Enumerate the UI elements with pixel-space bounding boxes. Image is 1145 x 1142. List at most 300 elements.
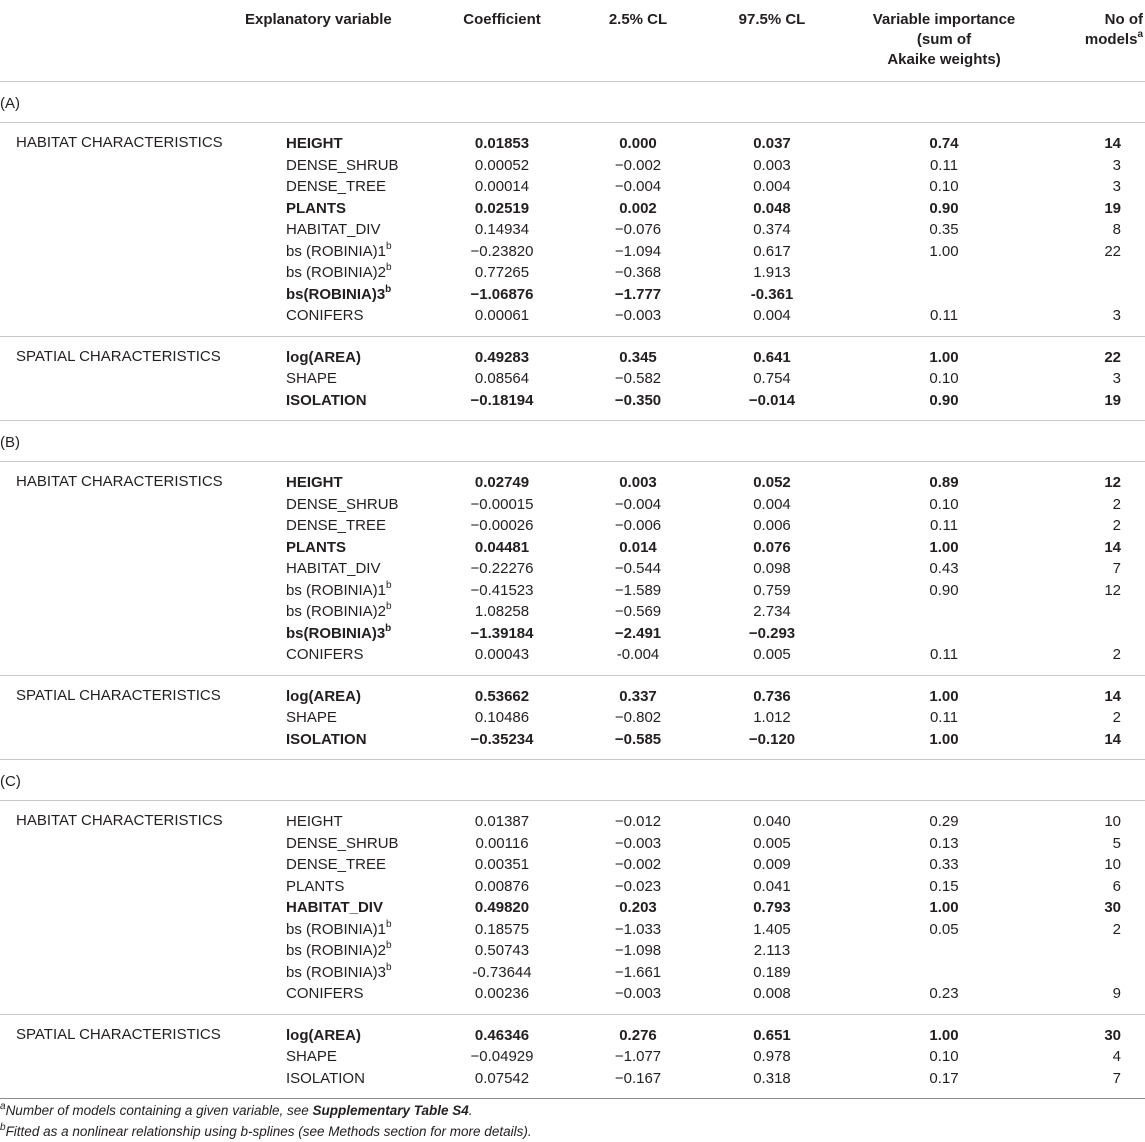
coefficient-cell: −0.04929: [470, 1048, 534, 1065]
coefficient-cell: −0.41523: [470, 581, 534, 599]
variable-name: PLANTS: [286, 877, 345, 895]
variable-name: SHAPE: [286, 709, 337, 726]
footnote-b-text: Fitted as a nonlinear relationship using b-splines (see Methods section for more details).: [5, 1124, 532, 1139]
variable-cell: [286, 854, 386, 876]
variable-name: DENSE_TREE: [286, 178, 387, 195]
table-body: [0, 82, 1145, 1099]
table-row: [0, 155, 1145, 177]
table-row: [0, 241, 1145, 263]
cl-high-cell: 0.736: [753, 687, 791, 705]
cl-high-cell: 0.076: [753, 538, 791, 556]
cl-high-cell: 0.037: [753, 135, 791, 152]
models-count-cell: 7: [1112, 1069, 1121, 1087]
variable-name: HABITAT_DIV: [286, 221, 381, 238]
importance-cell: 0.10: [929, 370, 959, 387]
coefficient-cell: −0.18194: [470, 391, 534, 409]
variable-name: bs (ROBINIA)2: [286, 942, 387, 959]
header-cl-low: 2.5% CL: [608, 11, 668, 28]
footnote-b: [0, 1121, 1145, 1142]
cl-low-cell: 0.203: [619, 899, 657, 916]
cl-high-cell: 0.004: [753, 495, 791, 513]
cl-low-cell: −0.076: [614, 221, 662, 238]
coefficient-cell: 0.14934: [474, 221, 530, 238]
importance-cell: 0.10: [929, 495, 959, 513]
table-row: [0, 347, 1145, 369]
coefficient-cell: 0.00116: [475, 834, 529, 852]
cl-low-cell: −0.582: [614, 370, 662, 387]
cl-low-cell: −1.077: [614, 1048, 662, 1065]
importance-cell: 1.00: [929, 348, 959, 366]
cl-high-cell: −0.014: [748, 391, 796, 409]
variable-name: HEIGHT: [286, 135, 343, 152]
coefficient-cell: 0.08564: [474, 370, 530, 387]
coefficient-cell: −0.35234: [470, 730, 534, 748]
models-count-cell: 10: [1104, 813, 1121, 830]
variable-cell: [286, 133, 343, 155]
table-row: [0, 644, 1145, 666]
header-variable-importance: [856, 10, 1032, 70]
importance-cell: 1.00: [929, 1026, 959, 1044]
models-count-cell: 14: [1104, 687, 1121, 705]
variable-cell: [286, 241, 392, 263]
coefficient-cell: 0.00052: [474, 156, 530, 174]
panel-label-row: [0, 82, 1145, 123]
variable-cell: [286, 515, 386, 537]
cl-low-cell: −0.544: [614, 560, 662, 577]
table-row: [0, 368, 1145, 390]
coefficient-cell: 0.49820: [474, 899, 530, 916]
table-row: [0, 580, 1145, 602]
importance-cell: 0.23: [929, 985, 959, 1002]
cl-high-cell: 0.006: [753, 517, 791, 534]
table-row: [0, 686, 1145, 708]
models-count-cell: 2: [1112, 495, 1121, 513]
models-count-cell: 2: [1112, 646, 1121, 663]
importance-cell: 1.00: [929, 538, 959, 556]
variable-name: bs (ROBINIA)1: [286, 920, 387, 938]
models-count-cell: 6: [1112, 877, 1121, 895]
table-row: [0, 558, 1145, 580]
variable-cell: [286, 347, 361, 369]
variable-cell: [286, 198, 346, 220]
cl-low-cell: −0.003: [614, 985, 662, 1002]
models-count-cell: 19: [1104, 199, 1121, 217]
table-row: [0, 729, 1145, 751]
table-header: [0, 0, 1145, 82]
models-count-cell: 2: [1112, 920, 1121, 938]
cl-high-cell: 0.617: [753, 242, 791, 260]
variable-group: [0, 801, 1145, 1015]
supplementary-table-link[interactable]: Supplementary Table S4: [312, 1103, 469, 1118]
table-row: [0, 1025, 1145, 1047]
cl-high-cell: 0.008: [753, 985, 791, 1002]
table-row: [0, 176, 1145, 198]
coefficient-cell: 0.02749: [474, 474, 530, 491]
footnote-a: [0, 1100, 1145, 1121]
variable-name: SHAPE: [286, 1048, 337, 1065]
variable-cell: [286, 176, 386, 198]
importance-cell: 0.13: [929, 834, 959, 852]
variable-group: [0, 1015, 1145, 1100]
footnote-a-text: Number of models containing a given variable, see: [5, 1103, 313, 1118]
cl-low-cell: −0.585: [614, 730, 662, 748]
variable-cell: [286, 729, 367, 751]
coefficient-cell: 0.18575: [474, 920, 530, 938]
variable-name: log(AREA): [286, 687, 361, 705]
cl-high-cell: 0.005: [753, 646, 791, 663]
cl-high-cell: 0.004: [753, 307, 791, 324]
importance-cell: 0.11: [929, 307, 959, 324]
footnote-b-marker: b: [385, 283, 392, 295]
variable-cell: [286, 537, 346, 559]
models-count-cell: 3: [1112, 178, 1121, 195]
footnote-b-marker: b: [386, 601, 392, 612]
variable-name: bs (ROBINIA)1: [286, 581, 387, 599]
cl-low-cell: −1.661: [614, 963, 662, 981]
cl-high-cell: 0.098: [753, 560, 791, 577]
variable-cell: [286, 262, 392, 284]
table-row: [0, 623, 1145, 645]
cl-low-cell: −0.350: [614, 391, 662, 409]
group-name: SPATIAL CHARACTERISTICS: [16, 686, 221, 704]
coefficient-cell: 0.49283: [474, 348, 530, 366]
importance-cell: 0.11: [929, 156, 959, 174]
footnote-a-mark: a: [0, 1100, 6, 1112]
header-no-of-models: [1050, 10, 1143, 50]
importance-cell: 0.33: [929, 856, 959, 873]
cl-low-cell: −1.777: [614, 285, 662, 303]
coefficient-cell: −0.00026: [470, 517, 534, 534]
table-row: [0, 219, 1145, 241]
models-count-cell: 12: [1104, 581, 1121, 599]
table-row: [0, 494, 1145, 516]
cl-low-cell: −0.003: [614, 307, 662, 324]
cl-high-cell: 1.012: [753, 709, 791, 726]
cl-low-cell: −1.098: [614, 942, 662, 959]
variable-name: bs (ROBINIA)1: [286, 242, 387, 260]
variable-name: HEIGHT: [286, 474, 343, 491]
group-name: HABITAT CHARACTERISTICS: [16, 134, 223, 151]
variable-name: CONIFERS: [286, 985, 364, 1002]
cl-high-cell: 0.978: [753, 1048, 791, 1065]
variable-name: CONIFERS: [286, 307, 364, 324]
table-row: [0, 262, 1145, 284]
variable-name: bs (ROBINIA)3: [286, 963, 387, 981]
importance-cell: 1.00: [929, 899, 959, 916]
table-row: [0, 833, 1145, 855]
header-importance-line1: Variable importance: [872, 11, 1016, 28]
variable-name: bs (ROBINIA)2: [286, 603, 387, 620]
importance-cell: 0.90: [929, 199, 959, 217]
cl-high-cell: 0.004: [753, 178, 791, 195]
importance-cell: 0.89: [929, 474, 959, 491]
header-importance-line3: Akaike weights): [887, 51, 1001, 68]
variable-cell: [286, 601, 392, 623]
cl-high-cell: 0.641: [753, 348, 791, 366]
variable-cell: [286, 1025, 361, 1047]
cl-low-cell: -0.004: [616, 646, 660, 663]
footnote-b-marker: b: [386, 918, 392, 930]
cl-low-cell: −0.023: [614, 877, 662, 895]
cl-high-cell: 0.651: [753, 1026, 791, 1044]
variable-name: DENSE_SHRUB: [286, 834, 399, 852]
importance-cell: 0.11: [929, 709, 959, 726]
models-count-cell: 2: [1112, 709, 1121, 726]
cl-high-cell: 0.374: [753, 221, 791, 238]
models-count-cell: 3: [1112, 307, 1121, 324]
coefficient-cell: 0.53662: [474, 687, 530, 705]
coefficient-cell: −1.39184: [470, 624, 534, 642]
header-cl-high: 97.5% CL: [738, 11, 806, 28]
importance-cell: 0.90: [929, 391, 959, 409]
variable-name: HEIGHT: [286, 813, 343, 830]
group-name: SPATIAL CHARACTERISTICS: [16, 1025, 221, 1043]
models-count-cell: 30: [1104, 1026, 1121, 1044]
cl-high-cell: 0.041: [753, 877, 791, 895]
panel-label-row: [0, 760, 1145, 801]
table-row: [0, 472, 1145, 494]
table-row: [0, 919, 1145, 941]
coefficient-cell: −1.06876: [470, 285, 534, 303]
variable-cell: [286, 390, 367, 412]
table-row: [0, 390, 1145, 412]
cl-high-cell: 0.052: [753, 474, 791, 491]
cl-low-cell: −0.802: [614, 709, 662, 726]
variable-name: ISOLATION: [286, 1069, 365, 1087]
importance-cell: 0.74: [929, 135, 959, 152]
cl-high-cell: 0.040: [753, 813, 791, 830]
cl-high-cell: 1.405: [753, 920, 791, 938]
footnotes: [0, 1100, 1145, 1142]
cl-low-cell: −0.002: [614, 856, 662, 873]
variable-cell: [286, 284, 391, 306]
panel-label: (C): [0, 773, 21, 790]
coefficient-cell: 0.00351: [474, 856, 530, 873]
importance-cell: 0.43: [929, 560, 959, 577]
models-count-cell: 4: [1112, 1048, 1121, 1065]
cl-low-cell: −2.491: [614, 624, 662, 642]
importance-cell: 0.17: [929, 1069, 959, 1087]
importance-cell: 0.05: [929, 920, 959, 938]
cl-low-cell: −0.002: [614, 156, 662, 174]
models-count-cell: 9: [1112, 985, 1121, 1002]
footnote-b-marker: b: [385, 622, 392, 634]
models-count-cell: 8: [1112, 221, 1121, 238]
header-coefficient: Coefficient: [463, 11, 541, 28]
models-count-cell: 2: [1112, 517, 1121, 534]
variable-cell: [286, 155, 399, 177]
cl-high-cell: 0.759: [753, 581, 791, 599]
importance-cell: 0.90: [929, 581, 959, 599]
header-importance-line2: (sum of: [916, 31, 972, 48]
group-name: SPATIAL CHARACTERISTICS: [16, 347, 221, 365]
importance-cell: 1.00: [929, 242, 959, 260]
header-models-text: models: [1084, 31, 1138, 48]
variable-group: [0, 462, 1145, 676]
coefficient-cell: 0.00043: [474, 646, 530, 663]
coefficient-cell: 0.77265: [474, 264, 530, 281]
cl-high-cell: 0.793: [753, 899, 791, 916]
importance-cell: 0.29: [929, 813, 959, 830]
cl-high-cell: -0.361: [750, 285, 794, 303]
variable-cell: [286, 707, 337, 729]
coefficient-cell: −0.00015: [470, 495, 534, 513]
panel-label: (B): [0, 434, 20, 451]
cl-low-cell: 0.337: [619, 687, 657, 705]
cl-low-cell: 0.000: [619, 135, 657, 152]
table-row: [0, 133, 1145, 155]
variable-cell: [286, 897, 383, 919]
variable-cell: [286, 580, 392, 602]
cl-high-cell: −0.293: [748, 624, 796, 642]
variable-name: bs(ROBINIA)3: [286, 285, 386, 303]
variable-cell: [286, 983, 364, 1005]
importance-cell: 0.10: [929, 1048, 959, 1065]
coefficient-cell: 0.04481: [474, 538, 530, 556]
variable-name: ISOLATION: [286, 730, 367, 748]
cl-high-cell: 2.734: [753, 603, 791, 620]
table-row: [0, 1046, 1145, 1068]
group-name: HABITAT CHARACTERISTICS: [16, 473, 223, 490]
table-row: [0, 854, 1145, 876]
coefficient-cell: 0.00876: [474, 877, 530, 895]
variable-group: [0, 123, 1145, 337]
cl-high-cell: 2.113: [753, 942, 791, 959]
variable-cell: [286, 494, 399, 516]
variable-name: DENSE_SHRUB: [286, 156, 399, 174]
variable-name: PLANTS: [286, 538, 346, 556]
table-row: [0, 962, 1145, 984]
table-row: [0, 983, 1145, 1005]
variable-cell: [286, 305, 364, 327]
group-name: HABITAT CHARACTERISTICS: [16, 812, 223, 829]
variable-name: HABITAT_DIV: [286, 560, 381, 577]
variable-cell: [286, 876, 344, 898]
models-count-cell: 14: [1104, 730, 1121, 748]
variable-cell: [286, 1068, 365, 1090]
variable-cell: [286, 1046, 337, 1068]
cl-low-cell: −0.004: [614, 178, 662, 195]
cl-low-cell: −1.589: [614, 581, 662, 599]
variable-name: log(AREA): [286, 348, 361, 366]
models-count-cell: 3: [1112, 370, 1121, 387]
cl-low-cell: 0.014: [619, 538, 657, 556]
coefficient-cell: 0.01387: [474, 813, 530, 830]
coefficient-cell: 0.00014: [474, 178, 530, 195]
variable-cell: [286, 644, 364, 666]
variable-name: SHAPE: [286, 370, 337, 387]
variable-name: bs (ROBINIA)2: [286, 264, 387, 281]
models-count-cell: 19: [1104, 391, 1121, 409]
models-count-cell: 30: [1104, 899, 1121, 916]
variable-name: ISOLATION: [286, 391, 367, 409]
cl-high-cell: 0.189: [753, 963, 791, 981]
importance-cell: 0.15: [929, 877, 959, 895]
variable-name: CONIFERS: [286, 646, 364, 663]
variable-cell: [286, 558, 380, 580]
importance-cell: 0.11: [929, 646, 959, 663]
footnote-b-marker: b: [386, 262, 392, 273]
variable-name: DENSE_TREE: [286, 856, 387, 873]
models-count-cell: 12: [1104, 474, 1121, 491]
cl-low-cell: −0.167: [614, 1069, 662, 1087]
coefficient-cell: 1.08258: [474, 603, 530, 620]
coefficient-cell: −0.22276: [470, 560, 534, 577]
header-models-line2: [1050, 30, 1143, 50]
models-count-cell: 5: [1112, 834, 1121, 852]
variable-name: log(AREA): [286, 1026, 361, 1044]
coefficient-cell: 0.10486: [474, 709, 530, 726]
variable-cell: [286, 811, 343, 833]
table-row: [0, 811, 1145, 833]
panel-label: (A): [0, 95, 20, 112]
coefficient-cell: 0.00236: [474, 985, 530, 1002]
importance-cell: 0.11: [929, 517, 959, 534]
variable-name: bs(ROBINIA)3: [286, 624, 386, 642]
cl-high-cell: −0.120: [748, 730, 796, 748]
variable-name: DENSE_TREE: [286, 517, 387, 534]
header-explanatory-variable: Explanatory variable: [245, 11, 392, 28]
footnote-b-mark: b: [0, 1121, 6, 1133]
cl-low-cell: −1.033: [614, 920, 662, 938]
cl-low-cell: 0.345: [619, 348, 657, 366]
coefficient-cell: −0.23820: [470, 242, 534, 260]
coefficient-cell: 0.07542: [474, 1069, 530, 1087]
variable-cell: [286, 686, 361, 708]
variable-group: [0, 676, 1145, 761]
table-row: [0, 305, 1145, 327]
panel-label-row: [0, 421, 1145, 462]
footnote-b-marker: b: [386, 940, 392, 951]
coefficient-cell: 0.50743: [474, 942, 530, 959]
models-count-cell: 10: [1104, 856, 1121, 873]
table-row: [0, 897, 1145, 919]
variable-cell: [286, 962, 392, 984]
models-count-cell: 3: [1112, 156, 1121, 174]
variable-group: [0, 337, 1145, 422]
variable-name: HABITAT_DIV: [286, 899, 383, 916]
table-row: [0, 1068, 1145, 1090]
table-row: [0, 198, 1145, 220]
cl-low-cell: 0.003: [619, 474, 657, 491]
variable-cell: [286, 940, 392, 962]
variable-cell: [286, 219, 380, 241]
cl-low-cell: 0.276: [619, 1026, 657, 1044]
cl-low-cell: −0.004: [614, 495, 662, 513]
cl-high-cell: 0.005: [753, 834, 791, 852]
cl-low-cell: −0.003: [614, 834, 662, 852]
variable-cell: [286, 623, 391, 645]
table-row: [0, 876, 1145, 898]
table-row: [0, 940, 1145, 962]
cl-high-cell: 0.318: [753, 1069, 791, 1087]
footnote-b-marker: b: [386, 961, 392, 973]
footnote-a-marker: a: [1137, 29, 1143, 40]
cl-low-cell: −0.569: [614, 603, 662, 620]
cl-high-cell: 0.754: [753, 370, 791, 387]
variable-cell: [286, 472, 343, 494]
coefficient-cell: 0.01853: [474, 135, 530, 152]
cl-low-cell: −0.012: [614, 813, 662, 830]
cl-low-cell: −0.006: [614, 517, 662, 534]
cl-high-cell: 0.009: [753, 856, 791, 873]
coefficient-cell: 0.02519: [474, 199, 530, 217]
variable-cell: [286, 919, 392, 941]
variable-cell: [286, 368, 337, 390]
cl-high-cell: 0.003: [753, 156, 791, 174]
footnote-a-end: .: [468, 1103, 473, 1118]
importance-cell: 0.10: [929, 178, 959, 195]
